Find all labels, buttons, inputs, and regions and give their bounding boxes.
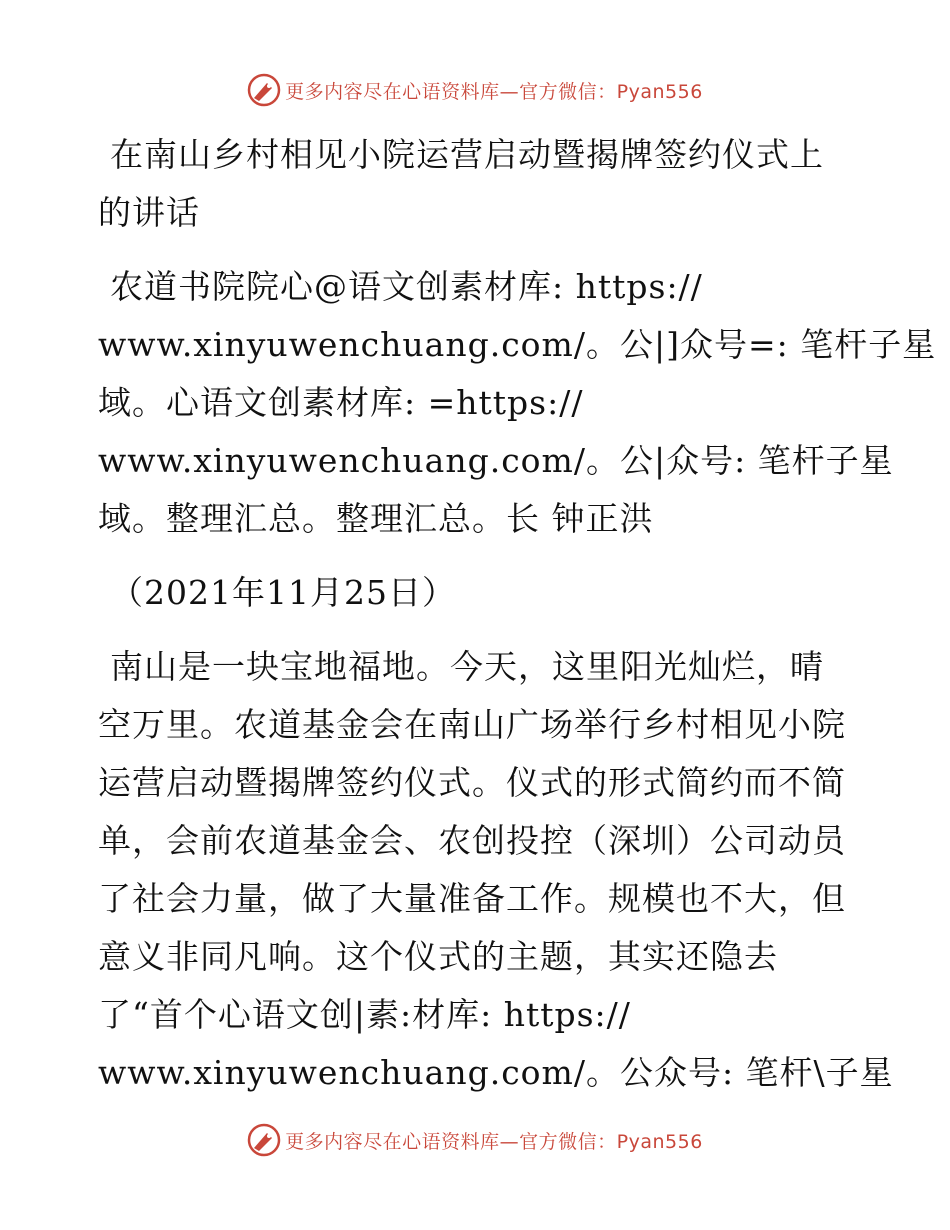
byline-line-1: 农道书院院心@语文创素材库: https:// — [110, 267, 703, 306]
speech-date: （2021年11月25日） — [110, 573, 456, 612]
byline-line-2: www.xinyuwenchuang.com/。公|]众号=: 笔杆子星 — [98, 325, 937, 364]
body-line-1: 南山是一块宝地福地。今天，这里阳光灿烂，晴 — [110, 647, 824, 686]
byline-line-5: 域。整理汇总。整理汇总。长 钟正洪 — [98, 499, 654, 538]
body-line-6: 意义非同凡响。这个仪式的主题，其实还隐去 — [98, 937, 778, 976]
body-line-8: www.xinyuwenchuang.com/。公众号: 笔杆\子星 — [98, 1053, 894, 1092]
body-line-5: 了社会力量，做了大量准备工作。规模也不大，但 — [98, 879, 846, 918]
body-line-4: 单，会前农道基金会、农创投控（深圳）公司动员 — [98, 821, 846, 860]
header-watermark-banner — [0, 70, 950, 110]
pen-nib-logo-icon — [247, 73, 281, 107]
body-line-3: 运营启动暨揭牌签约仪式。仪式的形式简约而不简 — [98, 763, 846, 802]
pen-nib-logo-icon — [247, 1123, 281, 1157]
byline-line-4: www.xinyuwenchuang.com/。公|众号: 笔杆子星 — [98, 441, 894, 480]
document-title-line-1: 在南山乡村相见小院运营启动暨揭牌签约仪式上 — [110, 135, 824, 174]
byline-line-3: 域。心语文创素材库: =https:// — [98, 383, 584, 422]
footer-watermark-banner — [0, 1120, 950, 1160]
watermark-text: 更多内容尽在心语资料库—官方微信：Pyan556 — [285, 80, 703, 103]
document-title-line-2: 的讲话 — [98, 193, 200, 232]
body-line-2: 空万里。农道基金会在南山广场举行乡村相见小院 — [98, 705, 846, 744]
document-page — [98, 126, 937, 1102]
body-line-7: 了“首个心语文创|素:材库: https:// — [98, 995, 631, 1034]
watermark-text: 更多内容尽在心语资料库—官方微信：Pyan556 — [285, 1130, 703, 1153]
